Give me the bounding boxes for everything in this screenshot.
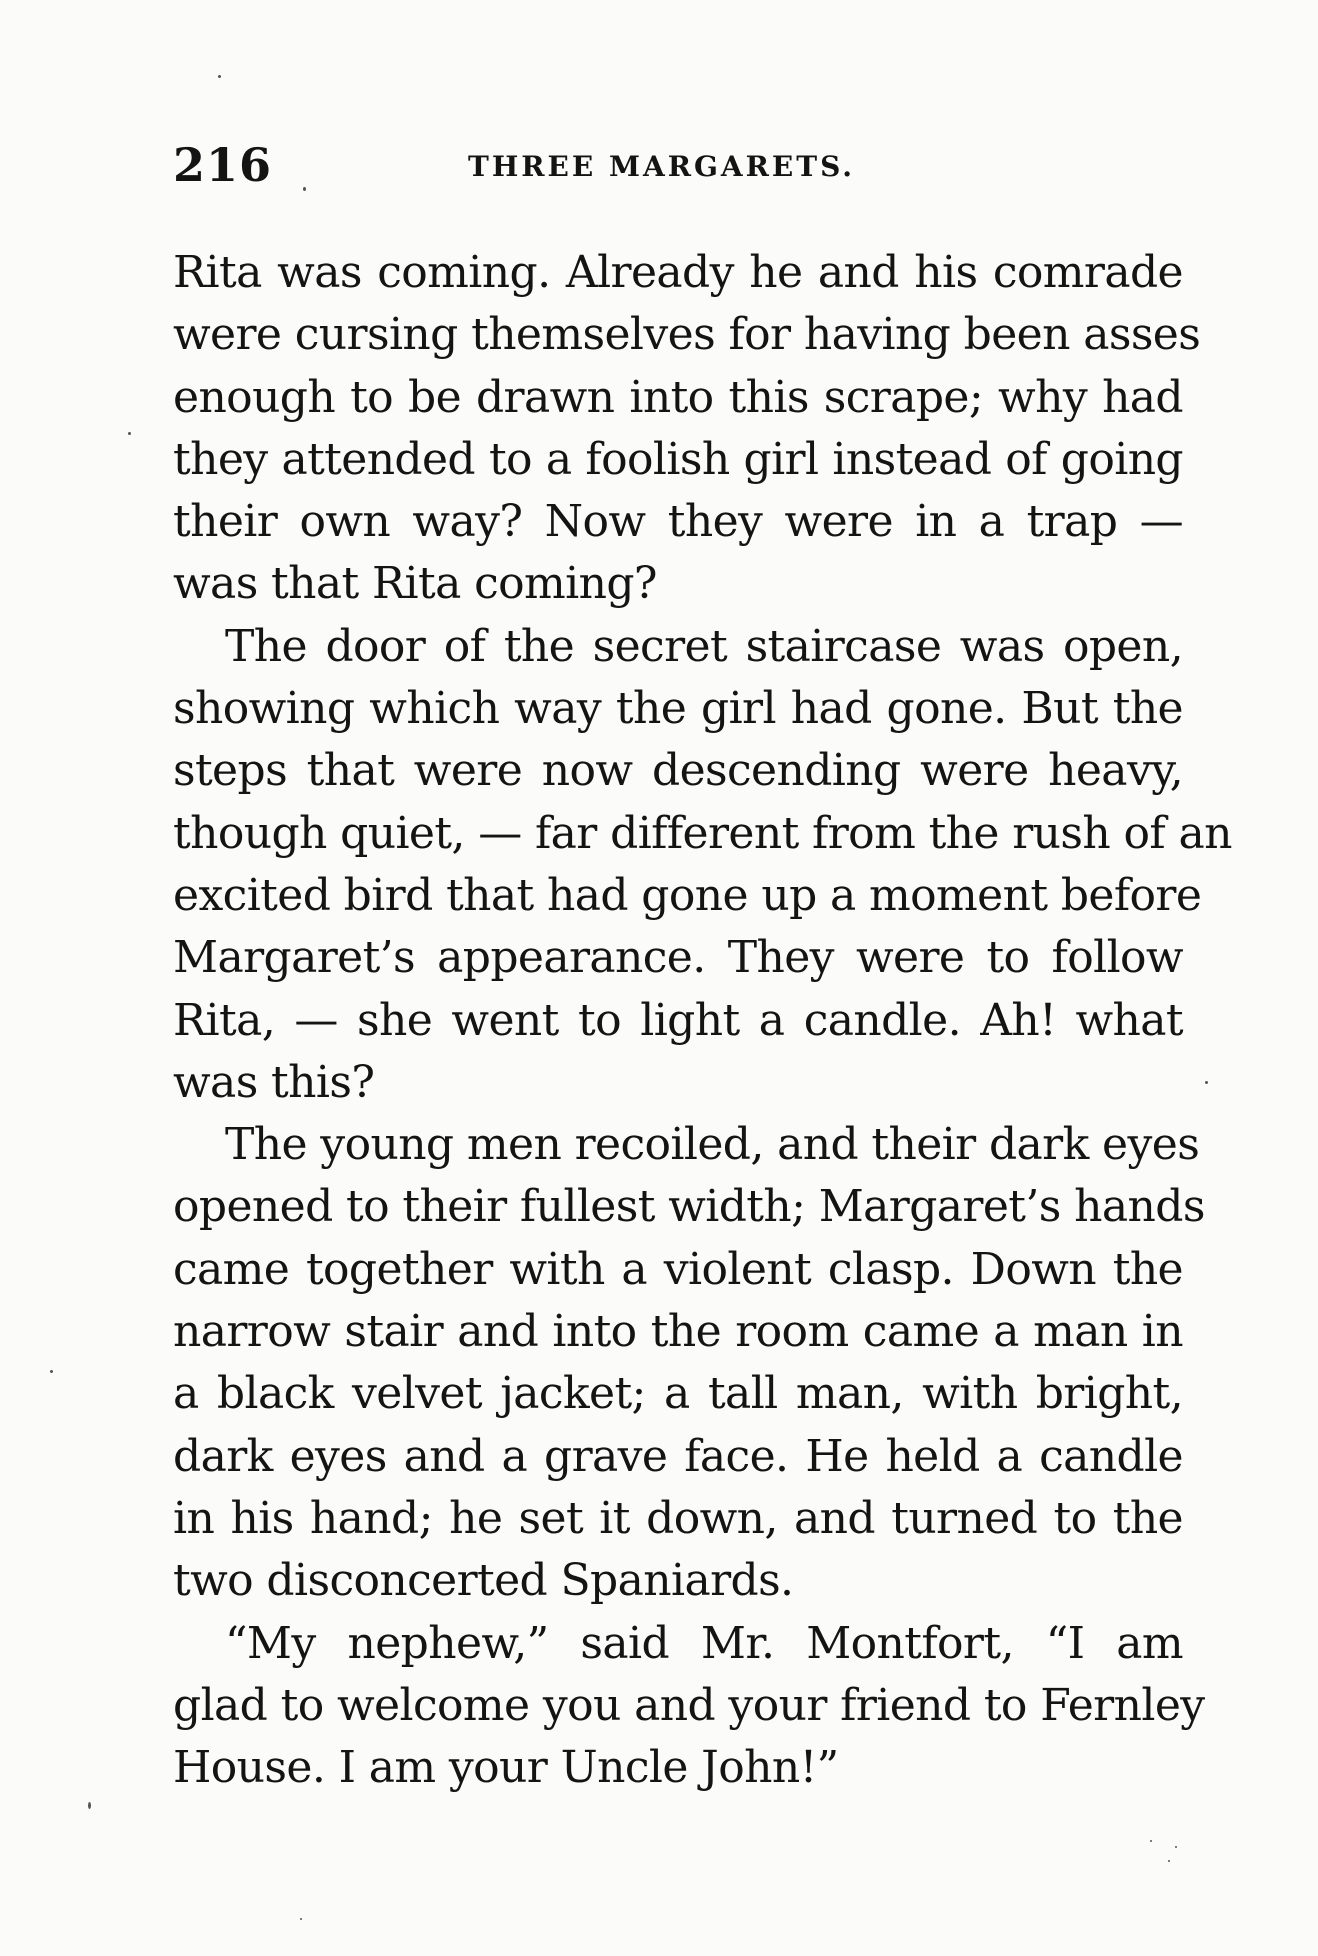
scan-speck bbox=[50, 1370, 53, 1373]
text-line: glad to welcome you and your friend to Fernley bbox=[173, 1679, 1205, 1731]
scan-speck bbox=[1168, 1860, 1170, 1862]
text-line: The door of the secret staircase was open, bbox=[225, 620, 1183, 672]
text-line: their own way? Now they were in a trap — bbox=[173, 496, 1183, 548]
text-line: opened to their fullest width; Margaret’s hands bbox=[173, 1181, 1205, 1233]
text-line: dark eyes and a grave face. He held a candle bbox=[173, 1430, 1183, 1482]
text-line: though quiet, — far different from the rush of an bbox=[173, 807, 1232, 859]
text-line: two disconcerted Spaniards. bbox=[173, 1555, 794, 1607]
paragraph bbox=[173, 1114, 1205, 1612]
text-line: Rita, — she went to light a candle. Ah! what bbox=[173, 994, 1183, 1046]
page-header bbox=[173, 138, 1183, 198]
scan-speck bbox=[1175, 1846, 1177, 1848]
paragraph bbox=[173, 242, 1201, 616]
running-title: THREE MARGARETS. bbox=[468, 150, 856, 183]
text-line: showing which way the girl had gone. But the bbox=[173, 683, 1183, 735]
text-line: steps that were now descending were heavy, bbox=[173, 745, 1183, 797]
page-number: 216 bbox=[173, 138, 273, 192]
text-line: enough to be drawn into this scrape; why had bbox=[173, 371, 1183, 423]
text-line: a black velvet jacket; a tall man, with bright, bbox=[173, 1368, 1183, 1420]
text-line: were cursing themselves for having been asses bbox=[173, 309, 1201, 361]
text-line: they attended to a foolish girl instead of going bbox=[173, 433, 1183, 485]
text-line: excited bird that had gone up a moment before bbox=[173, 869, 1202, 921]
text-line: House. I am your Uncle John!” bbox=[173, 1742, 839, 1794]
scan-speck bbox=[1150, 1840, 1152, 1842]
text-line: Rita was coming. Already he and his comrade bbox=[173, 247, 1183, 298]
paragraph bbox=[173, 616, 1232, 1114]
text-line: in his hand; he set it down, and turned to the bbox=[173, 1492, 1183, 1544]
scan-speck bbox=[303, 187, 306, 191]
body-text bbox=[173, 242, 1232, 1799]
text-line: Margaret’s appearance. They were to follow bbox=[173, 932, 1183, 984]
text-line: The young men recoiled, and their dark eyes bbox=[225, 1119, 1200, 1171]
text-line: was this? bbox=[173, 1056, 375, 1108]
text-line: “My nephew,” said Mr. Montfort, “I am bbox=[225, 1617, 1183, 1669]
scan-speck bbox=[1205, 1081, 1208, 1084]
text-line: came together with a violent clasp. Down the bbox=[173, 1243, 1183, 1295]
paragraph bbox=[173, 1613, 1205, 1800]
text-line: narrow stair and into the room came a man in bbox=[173, 1306, 1183, 1358]
scan-speck bbox=[128, 432, 131, 435]
scan-speck bbox=[218, 75, 221, 78]
text-line: was that Rita coming? bbox=[173, 558, 657, 610]
scan-speck bbox=[88, 1802, 91, 1809]
scan-speck bbox=[300, 1918, 302, 1920]
